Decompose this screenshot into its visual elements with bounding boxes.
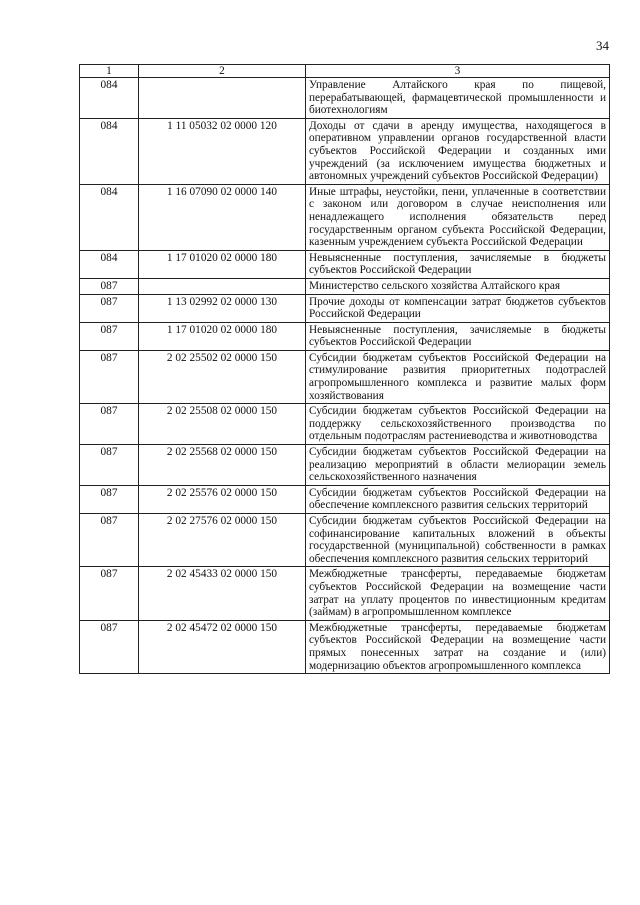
revenue-code-cell: 2 02 25568 02 0000 150 (139, 445, 306, 486)
revenue-name-cell: Субсидии бюджетам субъектов Российской Федерации на реализацию мероприятий в области мелиорации земель сельскохозяйственного назначения (306, 445, 610, 486)
revenue-name-cell: Субсидии бюджетам субъектов Российской Федерации на софинансирование капитальных вложений в объекты государственной (муниципальной) собственности в рамках обеспечения комплексного развития сельских территорий (306, 514, 610, 567)
table-row (80, 404, 610, 445)
admin-code-cell: 087 (80, 445, 139, 486)
revenue-name-cell: Межбюджетные трансферты, передаваемые бюджетам субъектов Российской Федерации на возмещение части прямых понесенных затрат на создание и (или) модернизацию объектов агропромышленного комплекса (306, 620, 610, 673)
page-number: 34 (596, 38, 609, 53)
revenue-name-cell: Невыясненные поступления, зачисляемые в бюджеты субъектов Российской Федерации (306, 250, 610, 278)
table-row (80, 250, 610, 278)
revenue-name-cell: Управление Алтайского края по пищевой, перерабатывающей, фармацевтической промышленности и биотехнологиям (306, 78, 610, 119)
table-row (80, 184, 610, 250)
admin-code-cell: 084 (80, 250, 139, 278)
revenue-code-cell: 2 02 25502 02 0000 150 (139, 350, 306, 403)
admin-code-cell: 087 (80, 620, 139, 673)
revenue-name-cell: Доходы от сдачи в аренду имущества, находящегося в оперативном управлении органов государственной власти субъектов Российской Федерации и созданных ими учреждений (за исключением имущества бюджетных и автономных учреждений субъектов Российской Федерации) (306, 118, 610, 184)
admin-code-cell: 087 (80, 514, 139, 567)
admin-code-cell: 087 (80, 350, 139, 403)
admin-code-cell: 087 (80, 278, 139, 294)
table-row (80, 78, 610, 119)
table-row (80, 278, 610, 294)
admin-code-cell: 087 (80, 322, 139, 350)
admin-code-cell: 087 (80, 567, 139, 620)
revenue-code-cell: 1 16 07090 02 0000 140 (139, 184, 306, 250)
revenue-codes-table (79, 64, 610, 674)
admin-code-cell: 084 (80, 118, 139, 184)
table-row (80, 294, 610, 322)
table-row (80, 514, 610, 567)
admin-code-cell: 087 (80, 294, 139, 322)
revenue-code-cell (139, 78, 306, 119)
revenue-code-cell: 2 02 25576 02 0000 150 (139, 485, 306, 513)
admin-code-cell: 084 (80, 78, 139, 119)
column-header-1: 1 (80, 65, 139, 78)
revenue-code-cell: 1 17 01020 02 0000 180 (139, 250, 306, 278)
column-header-3: 3 (306, 65, 610, 78)
revenue-code-cell: 2 02 27576 02 0000 150 (139, 514, 306, 567)
table-row (80, 118, 610, 184)
admin-code-cell: 087 (80, 404, 139, 445)
table-row (80, 350, 610, 403)
revenue-code-cell: 2 02 25508 02 0000 150 (139, 404, 306, 445)
revenue-name-cell: Иные штрафы, неустойки, пени, уплаченные в соответствии с законом или договором в случае неисполнения или ненадлежащего исполнения обязательств перед государственным органом субъекта Российской Федерации, казенным учреждением субъекта Российской Федерации (306, 184, 610, 250)
table-row (80, 322, 610, 350)
revenue-code-cell: 2 02 45472 02 0000 150 (139, 620, 306, 673)
revenue-name-cell: Субсидии бюджетам субъектов Российской Федерации на поддержку сельскохозяйственного производства по отдельным подотраслям растениеводства и животноводства (306, 404, 610, 445)
table-header-row (80, 65, 610, 78)
revenue-code-cell: 1 11 05032 02 0000 120 (139, 118, 306, 184)
table-row (80, 445, 610, 486)
table-row (80, 620, 610, 673)
table-row (80, 567, 610, 620)
revenue-name-cell: Невыясненные поступления, зачисляемые в бюджеты субъектов Российской Федерации (306, 322, 610, 350)
table-row (80, 485, 610, 513)
revenue-name-cell: Межбюджетные трансферты, передаваемые бюджетам субъектов Российской Федерации на возмещение части затрат на уплату процентов по инвестиционным кредитам (займам) в агропромышленном комплексе (306, 567, 610, 620)
column-header-2: 2 (139, 65, 306, 78)
admin-code-cell: 084 (80, 184, 139, 250)
revenue-code-cell: 1 13 02992 02 0000 130 (139, 294, 306, 322)
revenue-name-cell: Прочие доходы от компенсации затрат бюджетов субъектов Российской Федерации (306, 294, 610, 322)
revenue-name-cell: Субсидии бюджетам субъектов Российской Федерации на стимулирование развития приоритетных подотраслей агропромышленного комплекса и развитие малых форм хозяйствования (306, 350, 610, 403)
revenue-name-cell: Министерство сельского хозяйства Алтайского края (306, 278, 610, 294)
revenue-code-cell: 2 02 45433 02 0000 150 (139, 567, 306, 620)
revenue-code-cell (139, 278, 306, 294)
admin-code-cell: 087 (80, 485, 139, 513)
revenue-name-cell: Субсидии бюджетам субъектов Российской Федерации на обеспечение комплексного развития сельских территорий (306, 485, 610, 513)
revenue-code-cell: 1 17 01020 02 0000 180 (139, 322, 306, 350)
